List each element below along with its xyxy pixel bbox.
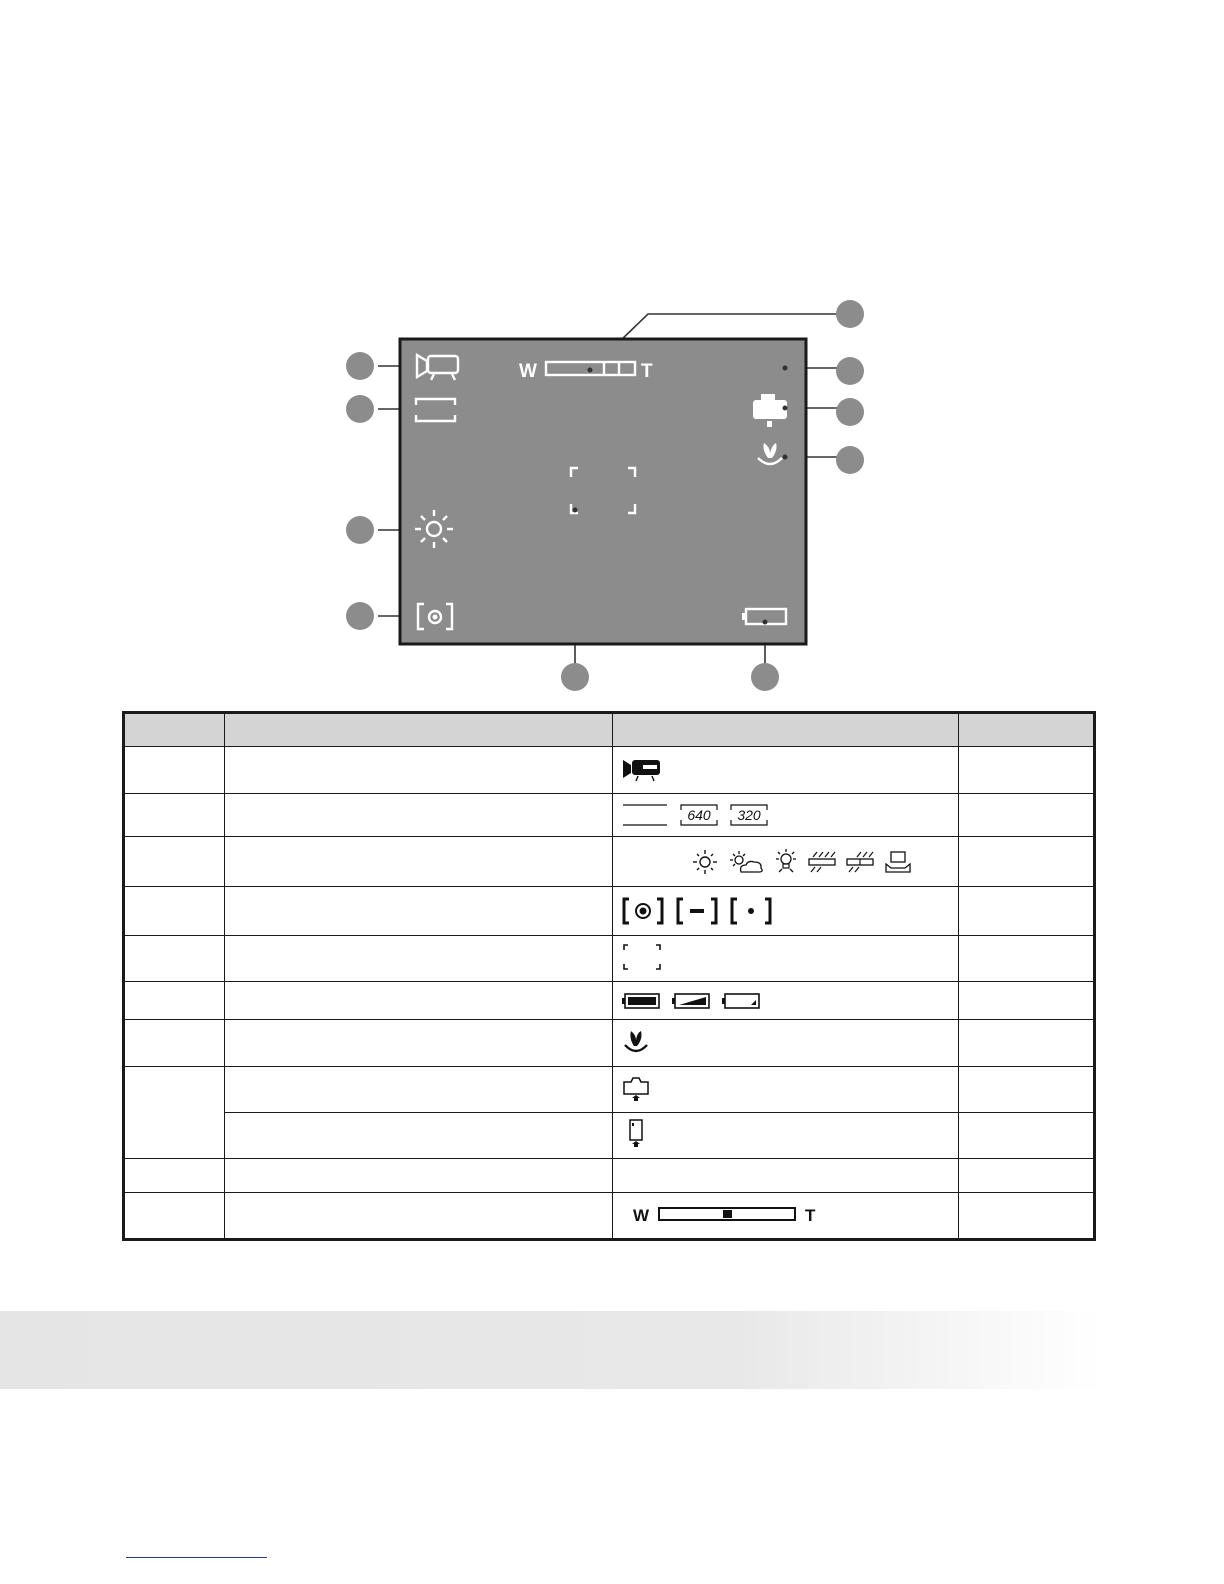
resolution-blank-icon <box>621 802 669 828</box>
table-row <box>124 887 1095 936</box>
resolution-640-icon <box>679 802 719 828</box>
table-cell <box>225 747 613 794</box>
zoom-tele-label: T <box>641 361 653 382</box>
table-row <box>124 747 1095 794</box>
battery-low-icon <box>721 991 761 1011</box>
table-cell <box>959 887 1095 936</box>
table-cell <box>613 1020 959 1067</box>
battery-full-icon <box>621 991 661 1011</box>
footer-band <box>0 1311 1224 1389</box>
metering-average-icon <box>675 896 719 926</box>
focus-area-icon <box>621 942 663 972</box>
callout-marker <box>561 663 589 691</box>
zoom-wide-label: W <box>633 1206 650 1225</box>
table-row <box>124 837 1095 887</box>
table-cell <box>613 887 959 936</box>
table-cell <box>613 794 959 837</box>
table-cell <box>124 1067 225 1159</box>
zoom-wide-label: W <box>519 361 537 382</box>
table-row <box>124 1020 1095 1067</box>
callout-marker <box>836 446 864 474</box>
wb-tungsten-icon <box>773 847 799 877</box>
table-cell <box>613 982 959 1020</box>
wb-cloudy-icon <box>727 848 765 876</box>
table-cell <box>124 747 225 794</box>
resolution-640-text: 640 <box>687 807 711 823</box>
battery-half-icon <box>671 991 711 1011</box>
icon-legend-table <box>122 711 1096 1241</box>
table-row <box>124 936 1095 982</box>
table-header-row <box>124 713 1095 747</box>
table-cell <box>124 936 225 982</box>
metering-center-icon <box>621 896 665 926</box>
table-cell <box>225 837 613 887</box>
table-cell <box>613 1193 959 1240</box>
table-cell <box>225 887 613 936</box>
resolution-320-icon <box>729 802 769 828</box>
zoom-bar-icon <box>621 1202 821 1226</box>
table-cell <box>959 1020 1095 1067</box>
table-cell <box>959 747 1095 794</box>
callout-marker <box>346 516 374 544</box>
video-mode-icon <box>621 755 665 783</box>
lcd-diagram <box>0 0 1224 700</box>
table-cell <box>959 1159 1095 1193</box>
callout-marker <box>836 398 864 426</box>
table-cell <box>959 982 1095 1020</box>
table-cell <box>225 1113 613 1159</box>
table-cell <box>225 1067 613 1113</box>
table-cell <box>124 887 225 936</box>
wb-daylight-icon <box>691 848 719 876</box>
callout-marker <box>751 663 779 691</box>
sd-card-icon <box>621 1117 651 1151</box>
table-cell <box>613 1159 959 1193</box>
table-row <box>124 1067 1095 1113</box>
table-cell <box>124 1159 225 1193</box>
table-cell <box>613 837 959 887</box>
table-header-cell <box>959 713 1095 747</box>
table-cell <box>124 1193 225 1240</box>
table-cell <box>613 747 959 794</box>
wb-fluorescent-1-icon <box>807 848 837 876</box>
table-cell <box>124 1020 225 1067</box>
table-header-cell <box>225 713 613 747</box>
table-cell <box>225 1159 613 1193</box>
table-row <box>124 794 1095 837</box>
table-row <box>124 1193 1095 1240</box>
table-cell <box>124 982 225 1020</box>
table-cell <box>225 1193 613 1240</box>
table-cell <box>959 837 1095 887</box>
lcd-screen <box>400 339 806 644</box>
wb-custom-icon <box>883 848 913 876</box>
table-cell <box>959 1113 1095 1159</box>
table-cell <box>959 794 1095 837</box>
table-cell <box>959 936 1095 982</box>
table-row <box>124 1113 1095 1159</box>
table-cell <box>959 1193 1095 1240</box>
metering-spot-icon <box>729 896 773 926</box>
table-cell <box>225 982 613 1020</box>
callout-marker <box>836 357 864 385</box>
table-header-cell <box>613 713 959 747</box>
callout-marker <box>346 395 374 423</box>
table-cell <box>225 1020 613 1067</box>
table-cell <box>613 1067 959 1113</box>
table-cell <box>124 794 225 837</box>
table-cell <box>225 794 613 837</box>
internal-memory-icon <box>621 1073 651 1103</box>
table-row <box>124 1159 1095 1193</box>
footer-rule <box>126 1557 267 1558</box>
callout-marker <box>836 300 864 328</box>
wb-fluorescent-2-icon <box>845 848 875 876</box>
table-cell <box>225 936 613 982</box>
macro-icon <box>621 1027 651 1057</box>
callout-marker <box>346 602 374 630</box>
callout-marker <box>346 352 374 380</box>
table-cell <box>124 837 225 887</box>
table-cell <box>959 1067 1095 1113</box>
table-header-cell <box>124 713 225 747</box>
resolution-320-text: 320 <box>737 807 761 823</box>
table-cell <box>613 936 959 982</box>
table-row <box>124 982 1095 1020</box>
table-cell <box>613 1113 959 1159</box>
zoom-tele-label: T <box>805 1206 816 1225</box>
